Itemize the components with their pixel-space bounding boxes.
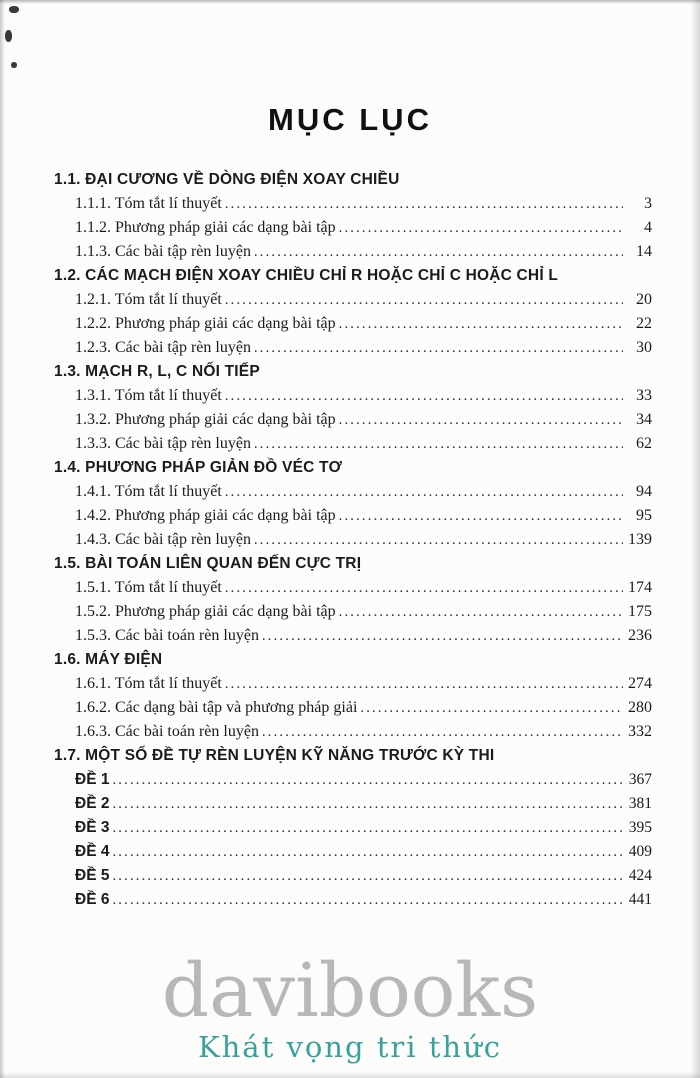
toc-entry-page: 367 [628,771,652,788]
toc-entry [54,696,652,720]
publisher-logo-text: davibooks [161,948,539,1034]
toc-entry [54,816,652,840]
scan-speck [11,62,17,68]
dot-leader [225,576,623,600]
toc-entry-page: 22 [636,315,652,332]
dot-leader [339,216,623,240]
toc-entry-page: 95 [636,507,652,524]
toc-entry-label: 1.3.1. Tóm tắt lí thuyết [75,387,222,404]
toc-entry [54,864,652,888]
toc-entry-label: 1.2.2. Phương pháp giải các dạng bài tập [75,315,336,332]
toc-section-title [54,552,652,576]
dot-leader [339,600,623,624]
toc-entry-label: 1.1.1. Tóm tắt lí thuyết [75,195,222,212]
dot-leader [225,384,623,408]
toc-entry-page: 33 [636,387,652,404]
toc-entry-label: 1.6.3. Các bài toán rèn luyện [75,723,259,740]
dot-leader [262,624,623,648]
dot-leader [112,792,623,816]
toc-entry [54,480,652,504]
toc-entry-label: 1.5.2. Phương pháp giải các dạng bài tập [75,603,336,620]
toc-entry-page: 280 [628,699,652,716]
dot-leader [112,840,623,864]
toc-entry-label: ĐỀ 6 [75,891,110,908]
toc-entry [54,384,652,408]
dot-leader [339,408,623,432]
toc-entry [54,600,652,624]
dot-leader [360,696,623,720]
toc-entry-page: 424 [628,867,652,884]
toc-entry-page: 174 [628,579,652,596]
dot-leader [254,336,623,360]
toc-section-title [54,744,652,768]
toc-entry-label: 1.6.2. Các dạng bài tập và phương pháp giải [75,699,358,716]
dot-leader [225,480,623,504]
toc-entry [54,624,652,648]
toc-entry-page: 274 [628,675,652,692]
dot-leader [254,528,623,552]
toc-entry-page: 381 [628,795,652,812]
dot-leader [254,432,623,456]
toc-entry-page: 30 [636,339,652,356]
toc-entry-page: 175 [628,603,652,620]
publisher-watermark [0,948,700,1064]
toc-entry-label: 1.4.1. Tóm tắt lí thuyết [75,483,222,500]
toc-entry-page: 236 [628,627,652,644]
toc-entry-label: ĐỀ 3 [75,819,110,836]
toc-section-label: 1.1. ĐẠI CƯƠNG VỀ DÒNG ĐIỆN XOAY CHIỀU [54,171,400,188]
toc-entry-label: 1.6.1. Tóm tắt lí thuyết [75,675,222,692]
toc-entry-page: 395 [628,819,652,836]
toc-entry-label: 1.5.1. Tóm tắt lí thuyết [75,579,222,596]
toc-entry [54,528,652,552]
toc-entry-page: 3 [644,195,652,212]
toc-entry [54,240,652,264]
toc-entry-page: 4 [644,219,652,236]
toc-entry [54,576,652,600]
dot-leader [225,672,623,696]
toc-section-label: 1.2. CÁC MẠCH ĐIỆN XOAY CHIỀU CHỈ R HOẶC CHỈ C HOẶC CHỈ L [54,267,559,284]
toc-entry-page: 20 [636,291,652,308]
toc-entry-label: 1.2.1. Tóm tắt lí thuyết [75,291,222,308]
toc-entry-label: 1.4.3. Các bài tập rèn luyện [75,531,251,548]
toc-entry-label: ĐỀ 2 [75,795,110,812]
dot-leader [339,504,623,528]
toc-section-title [54,264,652,288]
publisher-slogan: Khát vọng tri thức [197,1030,503,1064]
toc-section-label: 1.5. BÀI TOÁN LIÊN QUAN ĐẾN CỰC TRỊ [54,555,362,572]
toc-entry-label: ĐỀ 4 [75,843,110,860]
page-edge-shadow-right [690,0,700,1078]
toc-entry-label: 1.2.3. Các bài tập rèn luyện [75,339,251,356]
toc-entry [54,216,652,240]
toc-entry [54,888,652,912]
toc-entry-page: 332 [628,723,652,740]
page-edge-shadow-top [0,0,700,4]
toc-entry [54,504,652,528]
toc-entry [54,432,652,456]
toc-entry [54,408,652,432]
toc-entry-label: ĐỀ 1 [75,771,110,788]
dot-leader [112,816,623,840]
toc-entry [54,312,652,336]
toc-section-title [54,456,652,480]
toc-entry [54,792,652,816]
dot-leader [262,720,623,744]
toc-section-label: 1.4. PHƯƠNG PHÁP GIẢN ĐỒ VÉC TƠ [54,459,343,476]
toc-section-label: 1.6. MÁY ĐIỆN [54,651,163,668]
dot-leader [112,768,623,792]
toc-entry-page: 94 [636,483,652,500]
toc-entry-label: 1.3.2. Phương pháp giải các dạng bài tập [75,411,336,428]
toc-entry [54,192,652,216]
toc-entry [54,288,652,312]
toc-entry-label: 1.4.2. Phương pháp giải các dạng bài tập [75,507,336,524]
toc-section-title [54,648,652,672]
page-title: MỤC LỤC [268,102,432,137]
toc-entry-page: 14 [636,243,652,260]
toc-entry [54,672,652,696]
toc-section-title [54,360,652,384]
page-edge-shadow-left [0,0,5,1078]
page-edge-shadow-bottom [0,1072,700,1078]
toc-entry-label: 1.1.3. Các bài tập rèn luyện [75,243,251,260]
toc-entry-page: 409 [628,843,652,860]
dot-leader [225,192,623,216]
toc-entry-page: 62 [636,435,652,452]
dot-leader [112,888,623,912]
scan-speck [9,6,19,13]
dot-leader [254,240,623,264]
toc-section-label: 1.7. MỘT SỐ ĐỀ TỰ RÈN LUYỆN KỸ NĂNG TRƯỚC KỲ THI [54,747,495,764]
table-of-contents [54,168,652,912]
toc-entry [54,720,652,744]
toc-entry-label: 1.3.3. Các bài tập rèn luyện [75,435,251,452]
toc-entry [54,336,652,360]
dot-leader [225,288,623,312]
toc-entry-label: 1.5.3. Các bài toán rèn luyện [75,627,259,644]
toc-section-label: 1.3. MẠCH R, L, C NỐI TIẾP [54,363,260,380]
toc-entry [54,840,652,864]
toc-entry-label: 1.1.2. Phương pháp giải các dạng bài tập [75,219,336,236]
toc-entry-page: 34 [636,411,652,428]
toc-entry-page: 139 [628,531,652,548]
dot-leader [339,312,623,336]
toc-section-title [54,168,652,192]
dot-leader [112,864,623,888]
toc-entry [54,768,652,792]
scan-speck [5,30,12,42]
toc-entry-page: 441 [628,891,652,908]
toc-entry-label: ĐỀ 5 [75,867,110,884]
